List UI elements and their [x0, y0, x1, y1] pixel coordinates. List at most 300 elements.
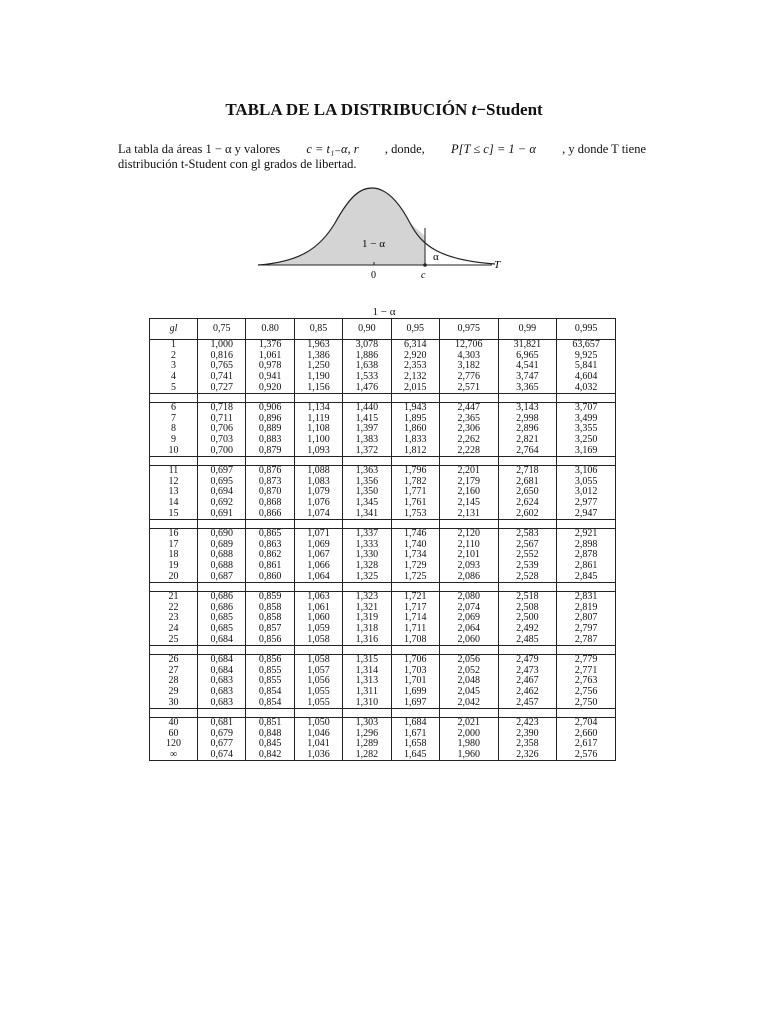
cell-value: 0,906 — [246, 402, 294, 413]
cell-gl: 28 — [150, 676, 198, 687]
cell-value: 1,697 — [391, 697, 439, 708]
cell-value: 0,718 — [198, 402, 246, 413]
table-gap-row — [150, 393, 616, 402]
cell-value: 1,734 — [391, 550, 439, 561]
cell-value: 2,052 — [439, 665, 498, 676]
header-prob: 0,95 — [391, 319, 439, 340]
cell-value: 2,069 — [439, 613, 498, 624]
cell-value: 1,711 — [391, 624, 439, 635]
cell-value: 1,057 — [294, 665, 342, 676]
cell-value: 1,753 — [391, 508, 439, 519]
table-row — [150, 654, 616, 665]
cell-value: 1,316 — [343, 634, 391, 645]
cell-value: 1,415 — [343, 414, 391, 425]
cell-value: 3,012 — [557, 487, 616, 498]
table-row — [150, 697, 616, 708]
gap-cell — [198, 708, 246, 717]
cell-value: 2,101 — [439, 550, 498, 561]
cell-value: 1,333 — [343, 540, 391, 551]
cell-value: 1,061 — [246, 351, 294, 362]
cell-value: 1,289 — [343, 739, 391, 750]
title-italic-t: t — [471, 100, 477, 119]
cell-value: 1,714 — [391, 613, 439, 624]
cell-value: 1,341 — [343, 508, 391, 519]
cell-value: 1,313 — [343, 676, 391, 687]
cell-value: 0,685 — [198, 613, 246, 624]
cell-value: 2,179 — [439, 477, 498, 488]
cell-value: 1,703 — [391, 665, 439, 676]
cell-value: 1,671 — [391, 728, 439, 739]
cell-value: 2,528 — [498, 571, 557, 582]
cell-value: 2,763 — [557, 676, 616, 687]
cell-value: 1,440 — [343, 402, 391, 413]
cell-value: 0,858 — [246, 602, 294, 613]
cell-value: 0,865 — [246, 528, 294, 539]
cell-value: 2,390 — [498, 728, 557, 739]
cell-value: 1,056 — [294, 676, 342, 687]
cell-value: 12,706 — [439, 340, 498, 351]
cell-value: 0,688 — [198, 561, 246, 572]
cell-value: 0,700 — [198, 445, 246, 456]
cell-gl: 14 — [150, 498, 198, 509]
cell-value: 2,353 — [391, 361, 439, 372]
gap-cell — [391, 645, 439, 654]
cell-gl: 120 — [150, 739, 198, 750]
cell-value: 2,479 — [498, 654, 557, 665]
gap-cell — [498, 645, 557, 654]
cell-value: 1,311 — [343, 687, 391, 698]
gap-cell — [343, 645, 391, 654]
cell-value: 1,055 — [294, 687, 342, 698]
cell-value: 1,397 — [343, 424, 391, 435]
cell-value: 0,859 — [246, 591, 294, 602]
cell-value: 2,576 — [557, 750, 616, 761]
cell-value: 0,920 — [246, 382, 294, 393]
cell-value: 2,776 — [439, 372, 498, 383]
cell-value: 0,889 — [246, 424, 294, 435]
cell-value: 0,674 — [198, 750, 246, 761]
cell-value: 1,796 — [391, 465, 439, 476]
cell-value: 2,131 — [439, 508, 498, 519]
cell-value: 1,960 — [439, 750, 498, 761]
cell-value: 2,718 — [498, 465, 557, 476]
cell-value: 1,076 — [294, 498, 342, 509]
cell-value: 2,845 — [557, 571, 616, 582]
table-row — [150, 634, 616, 645]
cell-value: 0,855 — [246, 676, 294, 687]
cell-gl: 8 — [150, 424, 198, 435]
table-row — [150, 402, 616, 413]
cell-value: 1,100 — [294, 435, 342, 446]
cell-value: 1,066 — [294, 561, 342, 572]
cell-value: 1,071 — [294, 528, 342, 539]
cell-value: 2,500 — [498, 613, 557, 624]
table-row — [150, 739, 616, 750]
cell-value: 0,684 — [198, 654, 246, 665]
cell-value: 1,386 — [294, 351, 342, 362]
cell-value: 2,807 — [557, 613, 616, 624]
cell-gl: 27 — [150, 665, 198, 676]
gap-cell — [150, 582, 198, 591]
cell-value: 3,499 — [557, 414, 616, 425]
cell-value: 2,878 — [557, 550, 616, 561]
cell-value: 0,873 — [246, 477, 294, 488]
header-prob: 0,995 — [557, 319, 616, 340]
cell-value: 1,055 — [294, 697, 342, 708]
cell-value: 2,423 — [498, 717, 557, 728]
cell-value: 0,848 — [246, 728, 294, 739]
gap-cell — [294, 645, 342, 654]
cell-value: 1,761 — [391, 498, 439, 509]
cell-value: 2,045 — [439, 687, 498, 698]
header-prob: 0,90 — [343, 319, 391, 340]
cell-value: 2,750 — [557, 697, 616, 708]
cell-value: 1,350 — [343, 487, 391, 498]
cell-gl: 19 — [150, 561, 198, 572]
table-row — [150, 435, 616, 446]
cell-value: 2,660 — [557, 728, 616, 739]
cell-value: 4,032 — [557, 382, 616, 393]
gap-cell — [439, 645, 498, 654]
cell-value: 1,812 — [391, 445, 439, 456]
cell-gl: 15 — [150, 508, 198, 519]
gap-cell — [498, 393, 557, 402]
cell-value: 0,861 — [246, 561, 294, 572]
cell-value: 4,303 — [439, 351, 498, 362]
cell-value: 0,694 — [198, 487, 246, 498]
cell-value: 2,093 — [439, 561, 498, 572]
cell-gl: 3 — [150, 361, 198, 372]
gap-cell — [198, 393, 246, 402]
formula-probability: P[T ≤ c] = 1 − α — [450, 142, 536, 156]
cell-value: 1,717 — [391, 602, 439, 613]
cell-value: 1,046 — [294, 728, 342, 739]
cell-value: 0,686 — [198, 591, 246, 602]
cell-value: 3,078 — [343, 340, 391, 351]
cell-value: 0,855 — [246, 665, 294, 676]
cell-value: 2,228 — [439, 445, 498, 456]
gap-cell — [439, 393, 498, 402]
cell-gl: 29 — [150, 687, 198, 698]
gap-cell — [557, 456, 616, 465]
cell-gl: 21 — [150, 591, 198, 602]
cell-value: 1,886 — [343, 351, 391, 362]
cell-value: 0,741 — [198, 372, 246, 383]
cell-value: 1,895 — [391, 414, 439, 425]
cell-value: 3,143 — [498, 402, 557, 413]
cell-value: 0,857 — [246, 624, 294, 635]
gap-cell — [439, 519, 498, 528]
gap-cell — [391, 456, 439, 465]
cell-gl: 25 — [150, 634, 198, 645]
cell-value: 1,250 — [294, 361, 342, 372]
cell-gl: 1 — [150, 340, 198, 351]
cell-value: 0,697 — [198, 465, 246, 476]
cell-value: 3,106 — [557, 465, 616, 476]
cell-gl: 5 — [150, 382, 198, 393]
cell-value: 3,055 — [557, 477, 616, 488]
cell-value: 2,447 — [439, 402, 498, 413]
table-gap-row — [150, 708, 616, 717]
cell-value: 2,201 — [439, 465, 498, 476]
gap-cell — [294, 393, 342, 402]
cell-value: 1,296 — [343, 728, 391, 739]
cell-gl: 4 — [150, 372, 198, 383]
table-header-row — [150, 319, 616, 340]
cell-value: 2,365 — [439, 414, 498, 425]
gap-cell — [150, 456, 198, 465]
intro-text-3: , y donde T tiene — [562, 142, 646, 156]
cell-value: 0,683 — [198, 676, 246, 687]
cell-value: 1,156 — [294, 382, 342, 393]
cell-value: 0,692 — [198, 498, 246, 509]
cell-value: 1,134 — [294, 402, 342, 413]
cell-value: 2,977 — [557, 498, 616, 509]
cell-value: 2,567 — [498, 540, 557, 551]
cell-value: 0,842 — [246, 750, 294, 761]
header-prob: 0,99 — [498, 319, 557, 340]
cell-value: 0,679 — [198, 728, 246, 739]
cell-value: 2,831 — [557, 591, 616, 602]
table-row — [150, 498, 616, 509]
cell-value: 0,703 — [198, 435, 246, 446]
gap-cell — [391, 708, 439, 717]
cell-value: 1,943 — [391, 402, 439, 413]
gap-cell — [343, 456, 391, 465]
cell-value: 0,883 — [246, 435, 294, 446]
cell-value: 1,067 — [294, 550, 342, 561]
table-row — [150, 465, 616, 476]
cell-value: 4,541 — [498, 361, 557, 372]
cell-value: 1,093 — [294, 445, 342, 456]
gap-cell — [150, 393, 198, 402]
cell-gl: 40 — [150, 717, 198, 728]
table-row — [150, 372, 616, 383]
cell-value: 1,721 — [391, 591, 439, 602]
gap-cell — [343, 519, 391, 528]
cell-value: 2,306 — [439, 424, 498, 435]
gap-cell — [498, 519, 557, 528]
cell-value: 1,074 — [294, 508, 342, 519]
table-row — [150, 561, 616, 572]
cell-value: 6,965 — [498, 351, 557, 362]
t-distribution-curve-figure — [250, 178, 510, 283]
cell-value: 0,765 — [198, 361, 246, 372]
cell-value: 0,685 — [198, 624, 246, 635]
cell-value: 1,088 — [294, 465, 342, 476]
cell-value: 2,552 — [498, 550, 557, 561]
cell-value: 2,602 — [498, 508, 557, 519]
cell-gl: 24 — [150, 624, 198, 635]
cell-gl: 11 — [150, 465, 198, 476]
cell-gl: 17 — [150, 540, 198, 551]
cell-gl: 60 — [150, 728, 198, 739]
cell-value: 2,920 — [391, 351, 439, 362]
cell-value: 2,779 — [557, 654, 616, 665]
cell-value: 2,797 — [557, 624, 616, 635]
cell-value: 1,000 — [198, 340, 246, 351]
cell-value: 0,816 — [198, 351, 246, 362]
gap-cell — [391, 393, 439, 402]
cell-value: 1,833 — [391, 435, 439, 446]
cell-value: 0,860 — [246, 571, 294, 582]
cell-value: 1,282 — [343, 750, 391, 761]
cell-value: 0,711 — [198, 414, 246, 425]
intro-paragraph — [118, 142, 646, 172]
header-gl: gl — [150, 319, 198, 340]
cell-value: 0,684 — [198, 634, 246, 645]
cell-value: 63,657 — [557, 340, 616, 351]
cell-value: 1,638 — [343, 361, 391, 372]
cell-value: 2,015 — [391, 382, 439, 393]
cell-gl: 2 — [150, 351, 198, 362]
cell-value: 4,604 — [557, 372, 616, 383]
cell-value: 1,061 — [294, 602, 342, 613]
intro-text-1: La tabla da áreas 1 − α y valores — [118, 142, 281, 156]
cell-value: 2,539 — [498, 561, 557, 572]
shaded-area — [258, 188, 425, 265]
gap-cell — [557, 519, 616, 528]
cell-gl: 23 — [150, 613, 198, 624]
cell-value: 2,821 — [498, 435, 557, 446]
cell-value: 1,314 — [343, 665, 391, 676]
cell-value: 1,069 — [294, 540, 342, 551]
cell-value: 3,250 — [557, 435, 616, 446]
cell-value: 1,963 — [294, 340, 342, 351]
cell-value: 1,740 — [391, 540, 439, 551]
gap-cell — [557, 708, 616, 717]
cell-value: 0,683 — [198, 697, 246, 708]
t-axis-label: T — [494, 259, 501, 271]
alpha-label: α — [433, 251, 439, 263]
cell-value: 0,681 — [198, 717, 246, 728]
table-row — [150, 687, 616, 698]
cell-value: 1,041 — [294, 739, 342, 750]
gap-cell — [294, 582, 342, 591]
cell-gl: 18 — [150, 550, 198, 561]
cell-value: 0,677 — [198, 739, 246, 750]
cell-value: 1,476 — [343, 382, 391, 393]
gap-cell — [198, 582, 246, 591]
cell-value: 2,110 — [439, 540, 498, 551]
cell-value: 9,925 — [557, 351, 616, 362]
cell-value: 1,325 — [343, 571, 391, 582]
cell-value: 1,058 — [294, 634, 342, 645]
cell-value: 3,355 — [557, 424, 616, 435]
cell-value: 3,365 — [498, 382, 557, 393]
cell-value: 0,863 — [246, 540, 294, 551]
cell-value: 1,372 — [343, 445, 391, 456]
cell-value: 1,725 — [391, 571, 439, 582]
cell-value: 2,819 — [557, 602, 616, 613]
cell-value: 1,860 — [391, 424, 439, 435]
page-title — [0, 100, 768, 120]
cell-value: 0,686 — [198, 602, 246, 613]
cell-value: 0,870 — [246, 487, 294, 498]
gap-cell — [391, 519, 439, 528]
table-row — [150, 382, 616, 393]
cell-value: 1,645 — [391, 750, 439, 761]
cell-value: 3,169 — [557, 445, 616, 456]
cell-value: 2,898 — [557, 540, 616, 551]
cell-value: 2,132 — [391, 372, 439, 383]
cell-value: 2,145 — [439, 498, 498, 509]
cell-value: 1,330 — [343, 550, 391, 561]
table-gap-row — [150, 582, 616, 591]
cell-value: 2,326 — [498, 750, 557, 761]
cell-value: 2,492 — [498, 624, 557, 635]
cell-value: 2,896 — [498, 424, 557, 435]
cell-value: 0,690 — [198, 528, 246, 539]
table-caption: 1 − α — [372, 306, 396, 318]
cell-value: 1,079 — [294, 487, 342, 498]
cell-value: 1,782 — [391, 477, 439, 488]
cell-value: 2,358 — [498, 739, 557, 750]
cell-value: 2,787 — [557, 634, 616, 645]
cell-value: 1,050 — [294, 717, 342, 728]
table-row — [150, 508, 616, 519]
cell-value: 2,756 — [557, 687, 616, 698]
cell-value: 1,190 — [294, 372, 342, 383]
cell-value: 1,323 — [343, 591, 391, 602]
gap-cell — [343, 393, 391, 402]
cell-value: 0,706 — [198, 424, 246, 435]
table-gap-row — [150, 456, 616, 465]
cell-value: 1,310 — [343, 697, 391, 708]
title-main: TABLA DE LA DISTRIBUCIÓN — [225, 100, 468, 119]
cell-value: 0,688 — [198, 550, 246, 561]
cell-value: 1,771 — [391, 487, 439, 498]
cell-value: 0,858 — [246, 613, 294, 624]
cell-value: 0,879 — [246, 445, 294, 456]
cell-value: 1,658 — [391, 739, 439, 750]
cell-value: 0,854 — [246, 687, 294, 698]
gap-cell — [391, 582, 439, 591]
gap-cell — [150, 645, 198, 654]
cell-value: 2,571 — [439, 382, 498, 393]
cell-value: 0,862 — [246, 550, 294, 561]
gap-cell — [294, 708, 342, 717]
gap-cell — [294, 519, 342, 528]
gap-cell — [557, 645, 616, 654]
cell-value: 2,080 — [439, 591, 498, 602]
cell-gl: 16 — [150, 528, 198, 539]
table-row — [150, 591, 616, 602]
cell-value: 2,861 — [557, 561, 616, 572]
cell-value: 1,533 — [343, 372, 391, 383]
cell-gl: 13 — [150, 487, 198, 498]
cell-value: 0,856 — [246, 654, 294, 665]
cell-value: 2,518 — [498, 591, 557, 602]
cell-value: 0,856 — [246, 634, 294, 645]
cell-value: 2,462 — [498, 687, 557, 698]
table-row — [150, 340, 616, 351]
cell-value: 1,701 — [391, 676, 439, 687]
cell-value: 1,060 — [294, 613, 342, 624]
cell-value: 2,998 — [498, 414, 557, 425]
table-gap-row — [150, 645, 616, 654]
cell-value: 2,064 — [439, 624, 498, 635]
cell-value: 2,086 — [439, 571, 498, 582]
cell-value: 0,684 — [198, 665, 246, 676]
cell-value: 1,746 — [391, 528, 439, 539]
gap-cell — [439, 708, 498, 717]
gap-cell — [246, 645, 294, 654]
gap-cell — [198, 456, 246, 465]
cell-value: 2,624 — [498, 498, 557, 509]
c-point — [423, 263, 427, 267]
intro-text-4: distribución t-Student con gl grados de libertad. — [118, 157, 357, 171]
